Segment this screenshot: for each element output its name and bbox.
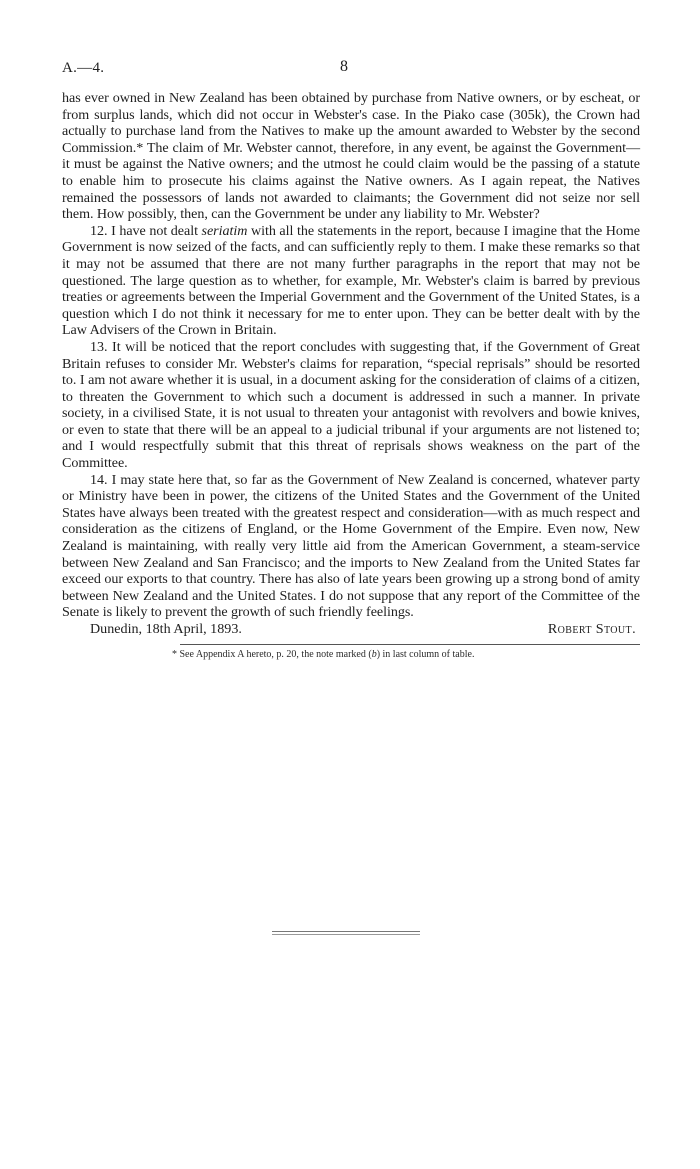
end-rule-line-top xyxy=(272,931,420,932)
footnote-rest: ) in last column of table. xyxy=(376,649,475,660)
paragraph-12 xyxy=(62,223,640,339)
paragraph-12-start: 12. I have not dealt xyxy=(90,222,202,239)
page-header xyxy=(62,60,640,80)
document-page xyxy=(62,60,640,661)
paragraph-continuation: has ever owned in New Zealand has been obtained by purchase from Native owners, or by escheat, or from surplus lands, which did not occur in Webster's case. In the Piako case (305k), the Crown had actually to purchase land from the Natives to make up the amount awarded to Webster by the second Commission.* The claim of Mr. Webster cannot, therefore, in any event, be against the Government—it must be against the Native owners; and the utmost he could claim would be the passing of a statute to enable him to prosecute his claims against the Native owners. As I again repeat, the Natives remained the possessors of lands not awarded to claimants; the Government did not seize nor sell them. How possibly, then, can the Government be under any liability to Mr. Webster? xyxy=(62,90,640,223)
footnote xyxy=(62,648,640,661)
body-text xyxy=(62,90,640,621)
footnote-divider xyxy=(180,644,640,645)
signature: Robert Stout. xyxy=(547,621,636,637)
paragraph-13: 13. It will be noticed that the report concludes with suggesting that, if the Government of Great Britain refuses to consider Mr. Webster's claims for reparation, “special reprisals” should be resorted to. I am not aware whether it is usual, in a document asking for the consideration of claims of a citizen, to threaten the Government to which such a document is addressed in such a manner. In private society, in a civilised State, it is not usual to threaten your antagonist with revolvers and bowie knives, or even to state that there will be an appeal to a judicial tribunal if your arguments are not listened to; and I would respectfully submit that this threat of reprisals shows weakness on the part of the Committee. xyxy=(62,338,640,472)
end-of-document-rule xyxy=(272,931,420,935)
paragraph-12-rest: with all the statements in the report, because I imagine that the Home Government is now seized of the facts, and can sufficiently reply to them. I make these remarks so that it may not be assumed that there are not many further paragraphs in the report that may not be questioned. The large question as to whether, for example, Mr. Webster's claim is barred by previous treaties or agreements between the Imperial Government and the Government of the United States, is a question which I do not think it necessary for me to enter upon. They can be better dealt with by the Law Advisers of the Crown in Britain. xyxy=(62,222,641,339)
paragraph-14: 14. I may state here that, so far as the Government of New Zealand is concerned, whatever party or Ministry have been in power, the citizens of the United States and the Government of the United States have always been treated with the greatest respect and consideration—with as much respect and consideration as the citizens of England, or the Home Government of the Empire. Even now, New Zealand is maintaining, with really very little aid from the American Government, a steam-service between New Zealand and San Francisco; and the imports to New Zealand from the United States far exceed our exports to that country. There has also of late years been growing up a strong bond of amity between New Zealand and the United States. I do not suppose that any report of the Committee of the Senate is likely to prevent the growth of such friendly feelings. xyxy=(62,471,640,621)
footnote-italic: b xyxy=(371,649,377,660)
footnote-start: * See Appendix A hereto, p. 20, the note marked ( xyxy=(172,649,372,660)
end-rule-line-bottom xyxy=(272,934,420,935)
page-number: 8 xyxy=(340,58,348,75)
paragraph-12-italic: seriatim xyxy=(201,222,248,239)
place-and-date: Dunedin, 18th April, 1893. xyxy=(90,621,242,637)
parliamentary-paper-reference: A.—4. xyxy=(62,60,105,76)
signoff xyxy=(62,621,640,638)
